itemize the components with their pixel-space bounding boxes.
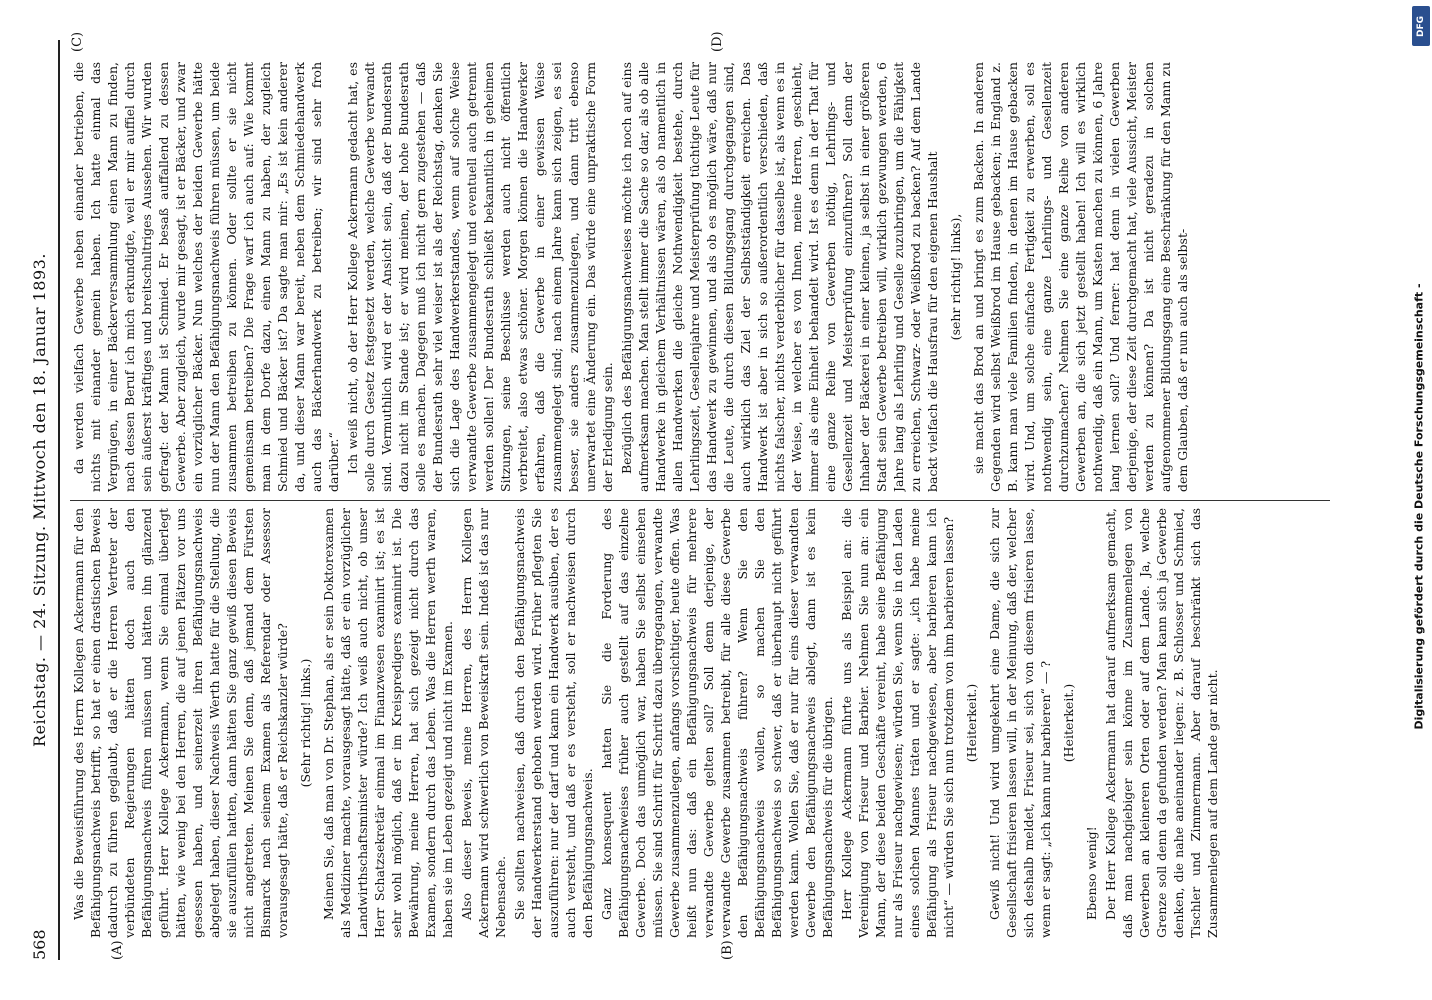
margin-marker-c: (C) [70,31,85,52]
paragraph: Was die Beweisführung des Herrn Kollegen Ackermann für den Befähigungsnachweis betrifft, so hat er einen drastischen Beweis dadurch zu führen geglaubt, daß er die Herren Vertreter der verbündeten Regierungen hätten doch auch den Befähigungsnachweis führen müssen und hätten ihn glänzend geführt. Herr Kollege Ackermann, wenn Sie einmal überlegt hätten, wie wenig bei den Herren, die auf jenen Plätzen vor uns gesessen haben, und seinerzeit ihren Befähigungsnachweis abgelegt haben, dieser Nachweis Werth hatte für die Stellung, die sie auszufüllen hatten, dann hätten Sie ganz gewiß diesen Beweis nicht angetreten. Meinen Sie denn, daß jemand dem Fürsten Bismarck nach seinem Examen als Referendar oder Assessor vorausgesagt hätte, daß er Reichskanzler würde? [71,508,290,938]
right-column [70,62,1330,492]
dfg-logo: DFG [1412,6,1430,46]
paragraph: Ebenso wenig! [1084,826,1099,920]
paragraph: Sie sollten nachweisen, daß durch den Befähigungsnachweis der Handwerkerstand gehoben werden wird. Früher pflegten Sie auszuführen: nur der darf und kann ein Handwerk ausüben, der es auch versteht, und daß er es versteht, soll er nachweisen durch den Befähigungsnachweis. [512,508,595,938]
paragraph: da werden vielfach Gewerbe neben einander betrieben, die nichts mit einander gemein haben. Ich hatte einmal das Vergnügen, in einer Bäckerversammlung einen Mann zu finden, nach dessen Beruf ich mich erkundigte, weil er mir auffiel durch sein äußerst kräftiges und breitschultriges Aussehen. Wir wurden gefragt: der Mann ist Schmied. Er besaß auffallend zu dessen Gewerbe. Aber zugleich, wurde mir gesagt, ist er Bäcker, und zwar ein vorzüglicher Bäcker. Nun welches der beiden Gewerbe hätte nun der Mann den Befähigungsnachweis führen müssen, um beide zusammen betreiben zu können. Oder sollte er sie nicht gemeinsam betreiben? Die Frage warf ich auch auf: Wie kommt man in dem Dorfe dazu, einen Mann zu haben, der zugleich Schmied und Bäcker ist? Da sagte man mir: „Es ist kein anderer da, und dieser Mann war bereit, neben dem Schmiedehandwerk auch das Bäckerhandwerk zu betreiben; wir sind sehr froh darüber.“ [71,62,341,492]
page-number: 568 [30,929,49,960]
paragraph: Ich weiß nicht, ob der Herr Kollege Ackermann gedacht hat, es solle durch Gesetz festgesetzt werden, welche Gewerbe verwandt sind. Vermuthlich wird er der Ansicht sein, daß der Bundesrath dazu nicht im Stande ist; er wird meinen, der hohe Bundesrath solle es machen. Dagegen muß ich nicht gern zugestehen — daß der Bundesrath sehr viel weiser ist als der Reichstag, denken Sie sich die Lage des Handwerkerstandes, wenn auf solche Weise verwandte Gewerbe zusammengelegt und eventuell auch getrennt werden sollen! Der Bundesrath schließt bekanntlich in geheimen Sitzungen, seine Beschlüsse werden auch nicht öffentlich verbreitet, also etwas schöner. Morgen können die Handwerker erfahren, daß die Gewerbe in einer gewissen Weise zusammengelegt sind; nach einem Jahre kann sich zeigen, es sei besser, sie anders zusammenzulegen, und dann tritt ebenso unerwartet eine Änderung ein. Das würde eine unpraktische Form der Erledigung sein. [345,62,615,492]
paragraph: Der Herr Kollege Ackermann hat darauf aufmerksam gemacht, daß man nachgiebiger sein könne im Zusammenlegen von Gewerben an kleineren Orten oder auf dem Lande. Ja, welche Grenze soll denn da gefunden werden? Man kann sich ja Gewerbe denken, die nahe aneinander liegen: z. B. Schlosser und Schmied, Tischler und Zimmermann. Aber darauf beschränkt sich das Zusammenlegen auf dem Lande gar nicht. [1103,508,1220,938]
margin-marker-d: (D) [710,31,725,52]
header-rule [58,40,60,960]
margin-marker-a: (A) [110,940,125,960]
paragraph: sie macht das Brod an und bringt es zum Backen. In anderen Gegenden wird selbst Weißbrod im Hause gebacken; in England z. B. kann man viele Familien finden, in denen im Hause gebacken wird. Und, um solche einfache Fertigkeit zu erwerben, soll es nothwendig sein, eine ganze Lehrlings- und Gesellenzeit durchzumachen? Nehmen Sie eine ganze Reihe von anderen Gewerben an, die sich jetzt gestellt haben! Ich will es wirklich nothwendig, daß ein Mann, um Kasten machen zu können, 6 Jahre lang lernen soll? Und ferner: hat denn in vielen Gewerben derjenige, der diese Zeit durchgemacht hat, viele Aussicht, Meister werden zu können? Da ist nicht geradezu in solchen aufgenommener Bildungsgang eine Beschränkung für den Mann zu dem Glauben, daß er nun auch als selbst- [971,62,1190,492]
credit-text: Digitalisierung gefördert durch die Deutsche Forschungsgemeinschaft - [1412,283,1426,730]
column-divider [70,500,1330,501]
paragraph: Gewiß nicht! Und wird umgekehrt eine Dame, die sich zur Gesellschaft frisieren lassen will, in der Meinung, daß der, welcher sich deshalb meldet, Friseur sei, sich von diesem frisieren lasse, wenn er sagt: „ich kann nur barbieren“ — ? [987,508,1053,938]
paragraph: Bezüglich des Befähigungsnachweises möchte ich noch auf eins aufmerksam machen. Man stellt immer die Sache so dar, als ob alle Handwerke in gleichem Verhältnissen wären, als ob namentlich in allen Handwerken die gleiche Nothwendigkeit bestehe, durch Lehrlingszeit, Gesellenjahre und Meisterprüfung tüchtige Leute für das Handwerk zu gewinnen, und als ob es möglich wäre, daß nur die Leute, die durch diesen Bildungsgang durchgegangen sind, auch wirklich das Ziel der Selbstständigkeit erreichen. Das Handwerk ist aber in sich so außerordentlich verschieden, daß nichts falscher, nichts verderblicher für dasselbe ist, als wenn es in der Weise, in welcher es von Ihnen, meine Herren, geschieht, immer als eine Einheit behandelt wird. Ist es denn in der That für eine ganze Reihe von Gewerben nöthig, Lehrlings- und Gesellenzeit und Meisterprüfung einzuführen? Soll denn der Inhaber der Bäckerei in einer kleinen, ja selbst in einer größeren Stadt sein Gewerbe betreiben will, wirklich gezwungen werden, 6 Jahre lang als Lehrling und Geselle zuzubringen, um die Fähigkeit zu erreichen, Schwarz- oder Weißbrod zu backen? Auf dem Lande backt vielfach die Hausfrau für den eigenen Haushalt [619,62,940,492]
paragraph: Ganz konsequent hatten Sie die Forderung des Befähigungsnachweises früher auch gestellt auf das einzelne Gewerbe. Doch das unmöglich war, haben Sie selbst einsehen müssen. Sie sind Schritt für Schritt dazu übergegangen, verwandte Gewerbe zusammenzulegen, anfangs vorsichtiger, heute offen. Was heißt nun das: daß ein Befähigungsnachweis für mehrere verwandte Gewerbe gelten soll? Soll denn derjenige, der verwandte Gewerbe zusammen betreibt, für alle diese Gewerbe den Befähigungsnachweis führen? Wenn Sie den Befähigungsnachweis wollen, so machen Sie den Befähigungsnachweis so schwer, daß er überhaupt nicht geführt werden kann. Wollen Sie, daß er nur für eins dieser verwandten Gewerbe den Befähigungsnachweis ablegt, dann ist es kein Befähigungsnachweis für die übrigen. [599,508,835,938]
interjection: (Heiterkeit.) [964,683,979,763]
interjection: (Sehr richtig! links.) [298,658,313,788]
paragraph: Herr Kollege Ackermann führte uns als Beispiel an: die Vereinigung von Friseur und Barbier. Nehmen Sie nun an: ein Mann, der diese beiden Geschäfte vereint, habe seine Befähigung nur als Friseur nachgewiesen; würden Sie, wenn Sie in den Laden eines solchen Mannes träten und er sagte: „ich habe meine Befähigung als Friseur nachgewiesen, aber barbieren kann ich nicht“ — würden Sie sich nun trotzdem von ihm barbieren lassen? [839,508,956,938]
paragraph: Meinen Sie, daß man von Dr. Stephan, als er sein Doktorexamen als Mediziner machte, vorausgesagt hätte, daß er ein vorzüglicher Landwirthschaftsminister würde? Ich weiß auch nicht, ob unser Herr Schatzsekretär einmal im Finanzwesen examinirt ist; es ist sehr wohl möglich, daß er im Kreispredigers examinirt ist. Die Bewährung, meine Herren, hat sich gezeigt nicht durch das Examen, sondern durch das Leben. Was die Herren werth waren, haben sie im Leben gezeigt und nicht im Examen. [321,508,455,938]
left-column [70,508,1330,938]
page-title: Reichstag. — 24. Sitzung. Mittwoch den 18. Januar 1893. [30,253,49,747]
digitization-credit [1408,20,1430,980]
page-header [24,40,54,960]
margin-marker-b: (B) [720,940,735,960]
interjection: (sehr richtig! links), [948,213,963,341]
paragraph: Also dieser Beweis, meine Herren, des Herrn Kollegen Ackermann wird schwerlich von Beweiskraft sein. Indeß ist das nur Nebensache. [459,508,508,938]
interjection: (Heiterkeit.) [1061,683,1076,763]
